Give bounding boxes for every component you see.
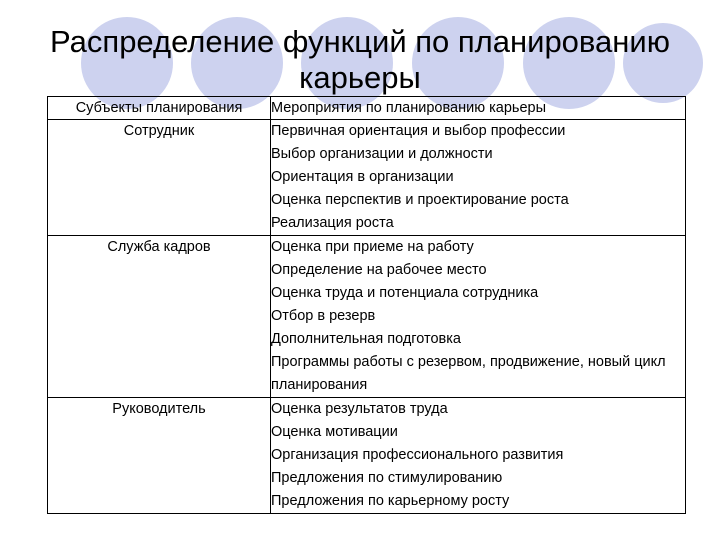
- activity-item: Ориентация в организации: [271, 169, 454, 185]
- subject-cell: Руководитель: [48, 398, 271, 514]
- header-activities: Мероприятия по планированию карьеры: [271, 97, 686, 120]
- page-title: [40, 24, 680, 96]
- activity-item: Предложения по карьерному росту: [271, 493, 510, 509]
- activity-item: Реализация роста: [271, 215, 394, 231]
- activity-item: Оценка мотивации: [271, 424, 398, 440]
- activity-item: Программы работы с резервом, продвижение, новый цикл планирования: [271, 354, 666, 393]
- activity-item: Оценка при приеме на работу: [271, 239, 474, 255]
- activities-cell: [271, 398, 686, 514]
- activity-item: Определение на рабочее место: [271, 262, 487, 278]
- table-row: [48, 398, 686, 514]
- activity-item: Выбор организации и должности: [271, 146, 493, 162]
- table-header-row: [48, 97, 686, 120]
- activity-item: Первичная ориентация и выбор профессии: [271, 123, 566, 139]
- subject-cell: Служба кадров: [48, 236, 271, 398]
- header-subjects: Субъекты планирования: [48, 97, 271, 120]
- title-line-2: карьеры: [299, 60, 421, 95]
- subject-cell: Сотрудник: [48, 120, 271, 236]
- activities-cell: [271, 236, 686, 398]
- planning-table: [47, 96, 686, 514]
- activity-item: Отбор в резерв: [271, 308, 376, 324]
- activity-item: Организация профессионального развития: [271, 447, 564, 463]
- title-line-1: Распределение функций по планированию: [50, 24, 670, 59]
- activity-item: Предложения по стимулированию: [271, 470, 503, 486]
- activities-cell: [271, 120, 686, 236]
- table-row: [48, 236, 686, 398]
- activity-item: Оценка труда и потенциала сотрудника: [271, 285, 539, 301]
- table-row: [48, 120, 686, 236]
- activity-item: Дополнительная подготовка: [271, 331, 461, 347]
- activity-item: Оценка перспектив и проектирование роста: [271, 192, 569, 208]
- activity-item: Оценка результатов труда: [271, 401, 448, 417]
